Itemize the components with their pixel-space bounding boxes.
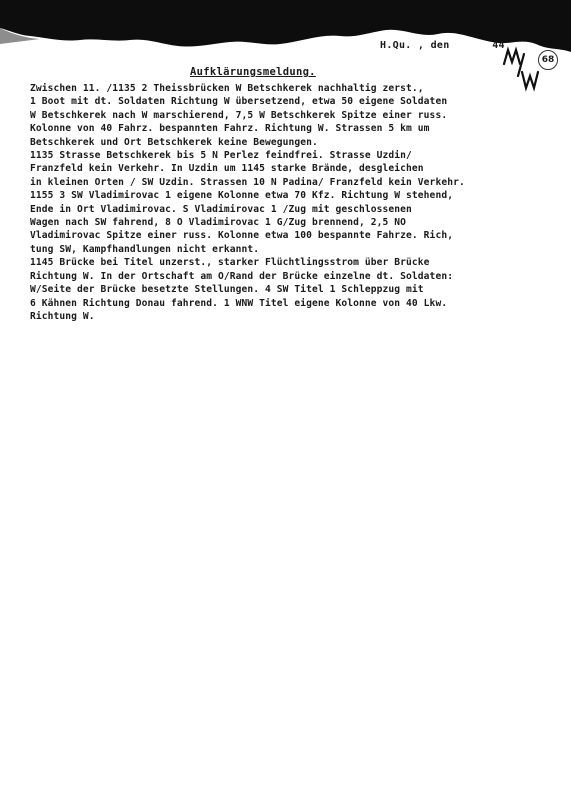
body-line: Vladimirovac Spitze einer russ. Kolonne etwa 100 bespannte Fahrze. Rich,	[30, 230, 454, 242]
body-line: Richtung W. In der Ortschaft am O/Rand der Brücke einzelne dt. Soldaten:	[30, 270, 454, 282]
location-date-text: H.Qu. , den	[380, 40, 450, 51]
page-number-text: 68	[541, 55, 555, 65]
body-line: 1155 3 SW Vladimirovac 1 eigene Kolonne etwa 70 Kfz. Richtung W stehend,	[30, 190, 454, 202]
body-line: Wagen nach SW fahrend, 8 O Vladimirovac 1 G/Zug brennend, 2,5 NO	[30, 217, 407, 229]
body-line: in kleinen Orten / SW Uzdin. Strassen 10 N Padina/ Franzfeld kein Verkehr.	[30, 176, 465, 188]
page-number-circle	[538, 50, 558, 70]
document-title: Aufklärungsmeldung.	[190, 66, 316, 78]
body-line: 1 Boot mit dt. Soldaten Richtung W übersetzend, etwa 50 eigene Soldaten	[30, 96, 448, 108]
report-body	[30, 82, 550, 323]
body-line: 6 Kähnen Richtung Donau fahrend. 1 WNW Titel eigene Kolonne von 40 Lkw.	[30, 297, 448, 309]
body-line: tung SW, Kampfhandlungen nicht erkannt.	[30, 243, 260, 255]
body-line: Richtung W.	[30, 310, 95, 322]
header-location-date	[380, 40, 505, 51]
body-line: Zwischen 11. /1135 2 Theissbrücken W Betschkerek nachhaltig zerst.,	[30, 83, 424, 94]
scan-dark-edge	[0, 0, 571, 70]
body-line: Betschkerek und Ort Betschkerek keine Bewegungen.	[30, 136, 318, 148]
body-line: Ende in Ort Vladimirovac. S Vladimirovac 1 /Zug mit geschlossenen	[30, 203, 412, 215]
body-line: Franzfeld kein Verkehr. In Uzdin um 1145 starke Brände, desgleichen	[30, 163, 424, 175]
body-line: W/Seite der Brücke besetzte Stellungen. 4 SW Titel 1 Schleppzug mit	[30, 284, 424, 296]
date-fragment: 44	[492, 40, 505, 51]
body-line: W Betschkerek nach W marschierend, 7,5 W Betschkerek Spitze einer russ.	[30, 109, 448, 121]
body-line: 1135 Strasse Betschkerek bis 5 N Perlez feindfrei. Strasse Uzdin/	[30, 150, 412, 162]
body-line: 1145 Brücke bei Titel unzerst., starker Flüchtlingsstrom über Brücke	[30, 257, 430, 269]
body-line: Kolonne von 40 Fahrz. bespannten Fahrz. Richtung W. Strassen 5 km um	[30, 123, 430, 135]
